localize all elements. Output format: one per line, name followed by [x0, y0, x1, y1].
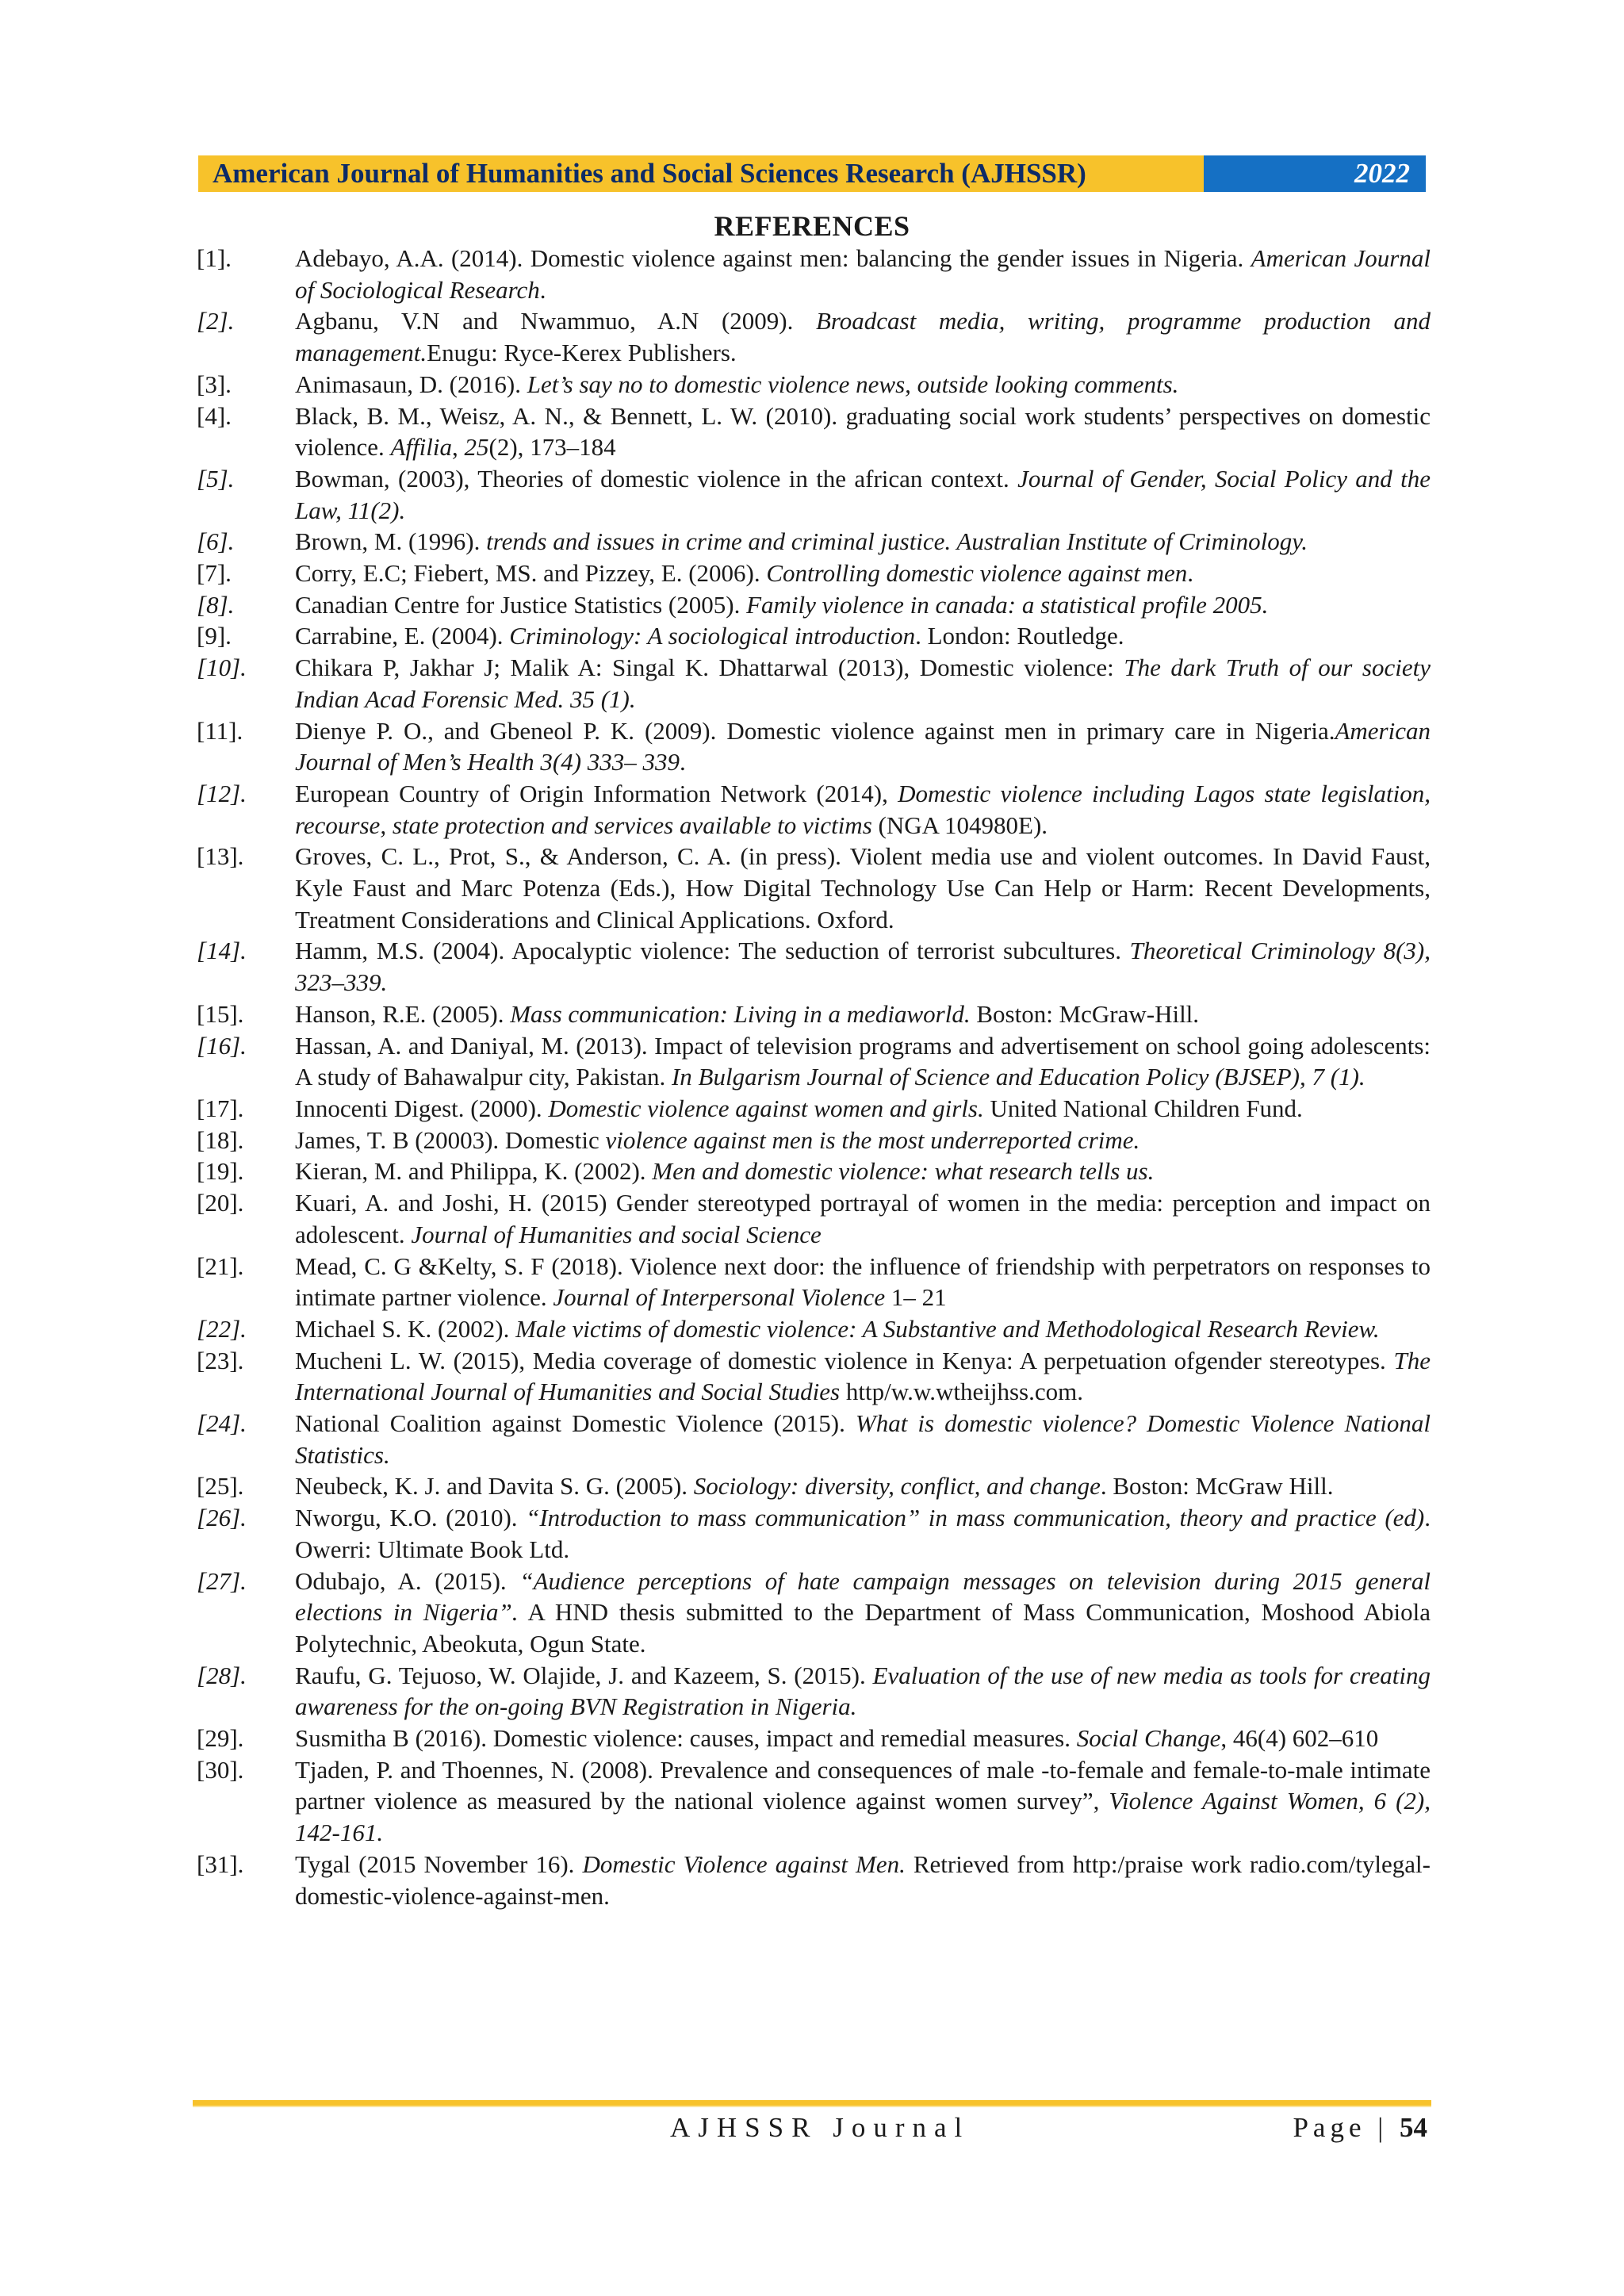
section-heading: REFERENCES [714, 210, 910, 242]
reference-segment: James, T. B (20003). Domestic [295, 1125, 606, 1154]
reference-number: [30]. [197, 1755, 244, 1784]
reference-text [295, 999, 1431, 1030]
reference-segment: Susmitha B (2016). Domestic violence: causes, impact and remedial measures. [295, 1724, 1077, 1753]
reference-item [197, 620, 1431, 652]
reference-number: [28]. [197, 1661, 247, 1689]
reference-italic-segment: Journal of Interpersonal Violence [553, 1283, 886, 1312]
reference-segment: Nworgu, K.O. (2010). [295, 1504, 527, 1532]
reference-text [295, 1156, 1431, 1187]
reference-segment: Innocenti Digest. (2000). [295, 1094, 549, 1122]
reference-number: [12]. [197, 779, 247, 807]
reference-item [197, 558, 1431, 589]
reference-item [197, 1156, 1431, 1187]
reference-segment: Hamm, M.S. (2004). Apocalyptic violence: The seduction of terrorist subcultures. [295, 937, 1130, 965]
reference-italic-segment: Domestic Violence against Men. [582, 1849, 906, 1878]
reference-number: [11]. [197, 716, 243, 745]
reference-italic-segment: Domestic violence against women and girls. [548, 1094, 984, 1122]
reference-italic-segment: Domestic violence including Lagos state legislation, recourse, state protection and services available to victims [295, 779, 1431, 839]
reference-segment: Animasaun, D. (2016). [295, 370, 527, 398]
reference-item [197, 1030, 1431, 1093]
reference-segment: Adebayo, A.A. (2014). Domestic violence against men: balancing the gender issues in Nigeria. [295, 244, 1251, 272]
reference-text [295, 243, 1431, 305]
reference-segment: Groves, C. L., Prot, S., & Anderson, C. A. (in press). Violent media use and violent outcomes. In David Faust, Kyle Faust and Marc Potenza (Eds.), How Digital Technology Use Can Help or Harm: Recent Developments, Treatment Considerations and Clinical Applications. Oxford. [295, 842, 1431, 933]
reference-text [295, 1251, 1431, 1313]
reference-number: [25]. [197, 1472, 244, 1501]
reference-item [197, 243, 1431, 305]
reference-segment: , [452, 433, 465, 462]
reference-text [295, 589, 1431, 621]
reference-segment: 1– 21 [885, 1283, 947, 1312]
reference-segment: Bowman, (2003), Theories of domestic violence in the african context. [295, 464, 1018, 493]
reference-item [197, 1660, 1431, 1723]
reference-item [197, 1566, 1431, 1660]
reference-segment: Enugu: Ryce-Kerex Publishers. [427, 339, 737, 367]
reference-segment: National Coalition against Domestic Violence (2015). [295, 1409, 856, 1438]
reference-italic-segment: The International Journal of Humanities and Social Studies [295, 1346, 1431, 1406]
reference-item [197, 935, 1431, 998]
reference-italic-segment: Journal of Humanities and social Science [411, 1220, 822, 1248]
reference-number: [6]. [197, 527, 235, 556]
reference-number: [24]. [197, 1409, 247, 1438]
footer-page-number: 54 [1400, 2112, 1427, 2143]
reference-text [295, 558, 1431, 589]
footer-divider [193, 2100, 1431, 2107]
reference-number: [5]. [197, 464, 235, 493]
reference-item [197, 589, 1431, 621]
reference-number: [20]. [197, 1189, 244, 1217]
reference-number: [16]. [197, 1031, 247, 1060]
reference-item [197, 1345, 1431, 1408]
reference-segment: Mead, C. G &Kelty, S. F (2018). Violence next door: the influence of friendship with perpetrators on responses to intimate partner violence. [295, 1251, 1431, 1312]
reference-italic-segment: Controlling domestic violence against men [766, 559, 1188, 588]
reference-text [295, 1566, 1431, 1660]
reference-segment: Corry, E.C; Fiebert, MS. and Pizzey, E. (2006). [295, 559, 767, 588]
reference-number: [1]. [197, 244, 232, 272]
reference-segment: Kuari, A. and Joshi, H. (2015) Gender stereotyped portrayal of women in the media: perception and impact on adolescent. [295, 1189, 1431, 1248]
reference-italic-segment: Sociology: diversity, conflict, and change [693, 1472, 1101, 1501]
reference-italic-segment: The dark Truth of our society Indian Acad Forensic Med. 35 (1). [295, 654, 1431, 713]
reference-text [295, 1660, 1431, 1723]
reference-segment: A HND thesis submitted to the Department of Mass Communication, Moshood Abiola Polytechnic, Abeokuta, Ogun State. [295, 1598, 1431, 1658]
reference-italic-segment: American Journal of Sociological Research [295, 244, 1431, 304]
reference-italic-segment: American Journal of Men’s Health 3(4) 333– 339 [295, 716, 1431, 776]
reference-number: [29]. [197, 1724, 244, 1753]
journal-header-bar [198, 155, 1426, 192]
reference-text [295, 1093, 1431, 1125]
reference-text [295, 1187, 1431, 1250]
reference-segment: European Country of Origin Information Network (2014), [295, 779, 898, 807]
reference-item [197, 1754, 1431, 1849]
reference-segment: (2), 173–184 [488, 433, 616, 462]
reference-italic-segment: Journal of Gender, Social Policy and the Law, 11(2). [295, 464, 1431, 524]
reference-italic-segment: Social Change [1076, 1724, 1221, 1753]
reference-text [295, 1345, 1431, 1408]
reference-text [295, 620, 1431, 652]
reference-italic-segment: Affilia [390, 433, 453, 462]
reference-number: [7]. [197, 559, 232, 588]
reference-item [197, 369, 1431, 401]
reference-text [295, 369, 1431, 401]
reference-segment: Carrabine, E. (2004). [295, 622, 510, 650]
reference-segment: Mucheni L. W. (2015), Media coverage of domestic violence in Kenya: A perpetuation ofgender stereotypes. [295, 1346, 1394, 1374]
reference-segment: United National Children Fund. [983, 1094, 1303, 1122]
reference-segment: . Owerri: Ultimate Book Ltd. [295, 1504, 1431, 1563]
footer-page-indicator [1293, 2110, 1427, 2146]
reference-item [197, 1251, 1431, 1313]
reference-item [197, 1502, 1431, 1565]
reference-text [295, 1849, 1431, 1911]
reference-number: [3]. [197, 370, 232, 398]
reference-segment: Tygal (2015 November 16). [295, 1849, 583, 1878]
reference-segment: Chikara P, Jakhar J; Malik A: Singal K. Dhattarwal (2013), Domestic violence: [295, 654, 1124, 682]
reference-text [295, 305, 1431, 368]
reference-number: [27]. [197, 1566, 247, 1595]
reference-text [295, 1723, 1431, 1754]
reference-segment: Kieran, M. and Philippa, K. (2002). [295, 1157, 653, 1186]
reference-segment: Agbanu, V.N and Nwammuo, A.N (2009). [295, 307, 816, 335]
reference-item [197, 652, 1431, 715]
reference-list [197, 243, 1431, 1911]
reference-italic-segment: Violence Against Women, 6 (2), 142-161. [295, 1787, 1431, 1847]
reference-text [295, 1754, 1431, 1849]
reference-segment: . Boston: McGraw Hill. [1100, 1472, 1334, 1501]
reference-number: [22]. [197, 1314, 247, 1343]
reference-item [197, 841, 1431, 935]
reference-segment: . [680, 748, 686, 776]
reference-text [295, 463, 1431, 526]
reference-number: [8]. [197, 590, 235, 619]
reference-number: [23]. [197, 1346, 244, 1374]
reference-segment: , 46(4) 602–610 [1220, 1724, 1379, 1753]
reference-number: [10]. [197, 654, 247, 682]
reference-item [197, 1723, 1431, 1754]
reference-item [197, 305, 1431, 368]
reference-number: [18]. [197, 1125, 244, 1154]
reference-number: [9]. [197, 622, 232, 650]
reference-item [197, 715, 1431, 778]
reference-text [295, 401, 1431, 463]
reference-segment: http/w.w.wtheijhss.com. [840, 1378, 1083, 1406]
reference-segment: Canadian Centre for Justice Statistics (2005). [295, 590, 747, 619]
reference-number: [13]. [197, 842, 244, 871]
reference-number: [15]. [197, 999, 244, 1028]
reference-item [197, 999, 1431, 1030]
reference-text [295, 1313, 1431, 1345]
reference-segment: Retrieved from http:/praise work radio.com/tylegal-domestic-violence-against-men. [295, 1849, 1431, 1910]
reference-item [197, 1470, 1431, 1502]
reference-italic-segment: Criminology: A sociological introduction [509, 622, 916, 650]
reference-number: [2]. [197, 307, 235, 335]
reference-text [295, 778, 1431, 841]
reference-text [295, 935, 1431, 998]
reference-text [295, 1125, 1431, 1156]
reference-number: [4]. [197, 401, 232, 430]
reference-italic-segment: Theoretical Criminology 8(3), 323–339. [295, 937, 1431, 997]
reference-italic-segment: Mass communication: Living in a mediaworld. [510, 999, 971, 1028]
reference-item [197, 1849, 1431, 1911]
reference-text [295, 1502, 1431, 1565]
reference-italic-segment: Family violence in canada: a statistical profile 2005. [746, 590, 1269, 619]
reference-italic-segment: violence against men is the most underreported crime. [605, 1125, 1140, 1154]
reference-number: [21]. [197, 1251, 244, 1280]
reference-segment: (NGA 104980E). [871, 811, 1048, 839]
reference-item [197, 526, 1431, 558]
reference-text [295, 841, 1431, 935]
reference-text [295, 715, 1431, 778]
reference-italic-segment: Male victims of domestic violence: A Substantive and Methodological Research Review. [515, 1314, 1380, 1343]
reference-text [295, 1470, 1431, 1502]
reference-segment: Odubajo, A. (2015). [295, 1566, 520, 1595]
reference-segment: Raufu, G. Tejuoso, W. Olajide, J. and Kazeem, S. (2015). [295, 1661, 873, 1689]
reference-item [197, 778, 1431, 841]
reference-italic-segment: trends and issues in crime and criminal justice. Australian Institute of Criminology. [486, 527, 1308, 556]
reference-italic-segment: Broadcast media, writing, programme production and management. [295, 307, 1431, 367]
reference-segment: Dienye P. O., and Gbeneol P. K. (2009). Domestic violence against men in primary care in Nigeria. [295, 716, 1335, 745]
reference-text [295, 652, 1431, 715]
footer-page-label: Page | [1293, 2112, 1388, 2143]
reference-segment: . [539, 275, 546, 304]
journal-title: American Journal of Humanities and Social Sciences Research (AJHSSR) [198, 155, 1204, 192]
reference-segment: Boston: McGraw-Hill. [970, 999, 1200, 1028]
reference-number: [17]. [197, 1094, 244, 1122]
reference-item [197, 1125, 1431, 1156]
reference-italic-segment: 25 [464, 433, 489, 462]
reference-italic-segment: Let’s say no to domestic violence news, outside looking comments. [527, 370, 1179, 398]
reference-italic-segment: Evaluation of the use of new media as tools for creating awareness for the on-going BVN Registration in Nigeria. [295, 1661, 1431, 1721]
reference-italic-segment: “Introduction to mass communication” in mass communication, theory and practice (ed) [526, 1504, 1425, 1532]
reference-italic-segment: What is domestic violence? Domestic Violence National Statistics. [295, 1409, 1431, 1469]
reference-number: [19]. [197, 1157, 244, 1186]
reference-segment: Black, B. M., Weisz, A. N., & Bennett, L. W. (2010). graduating social work students’ perspectives on domestic violence. [295, 401, 1431, 462]
reference-segment: Michael S. K. (2002). [295, 1314, 516, 1343]
reference-item [197, 1187, 1431, 1250]
reference-segment: . [1187, 559, 1194, 588]
reference-segment: Neubeck, K. J. and Davita S. G. (2005). [295, 1472, 694, 1501]
reference-item [197, 1093, 1431, 1125]
reference-segment: Hassan, A. and Daniyal, M. (2013). Impact of television programs and advertisement on school going adolescents: A study of Bahawalpur city, Pakistan. [295, 1031, 1431, 1091]
reference-italic-segment: Men and domestic violence: what research tells us. [652, 1157, 1155, 1186]
reference-number: [31]. [197, 1849, 244, 1878]
footer-journal-label: AJHSSR Journal [670, 2112, 971, 2143]
reference-segment: Hanson, R.E. (2005). [295, 999, 511, 1028]
reference-segment: Brown, M. (1996). [295, 527, 487, 556]
reference-segment: . London: Routledge. [915, 622, 1124, 650]
reference-number: [26]. [197, 1504, 247, 1532]
reference-italic-segment: In Bulgarism Journal of Science and Education Policy (BJSEP), 7 (1). [671, 1063, 1365, 1091]
reference-item [197, 463, 1431, 526]
reference-segment: Tjaden, P. and Thoennes, N. (2008). Prevalence and consequences of male -to-female and female-to-male intimate partner violence as measured by the national violence against women survey”, [295, 1755, 1431, 1815]
reference-number: [14]. [197, 937, 247, 965]
reference-item [197, 401, 1431, 463]
reference-item [197, 1408, 1431, 1470]
reference-italic-segment: “Audience perceptions of hate campaign messages on television during 2015 general elections in Nigeria”. [295, 1566, 1431, 1627]
reference-text [295, 526, 1431, 558]
journal-year: 2022 [1204, 155, 1426, 192]
reference-text [295, 1408, 1431, 1470]
reference-item [197, 1313, 1431, 1345]
reference-text [295, 1030, 1431, 1093]
